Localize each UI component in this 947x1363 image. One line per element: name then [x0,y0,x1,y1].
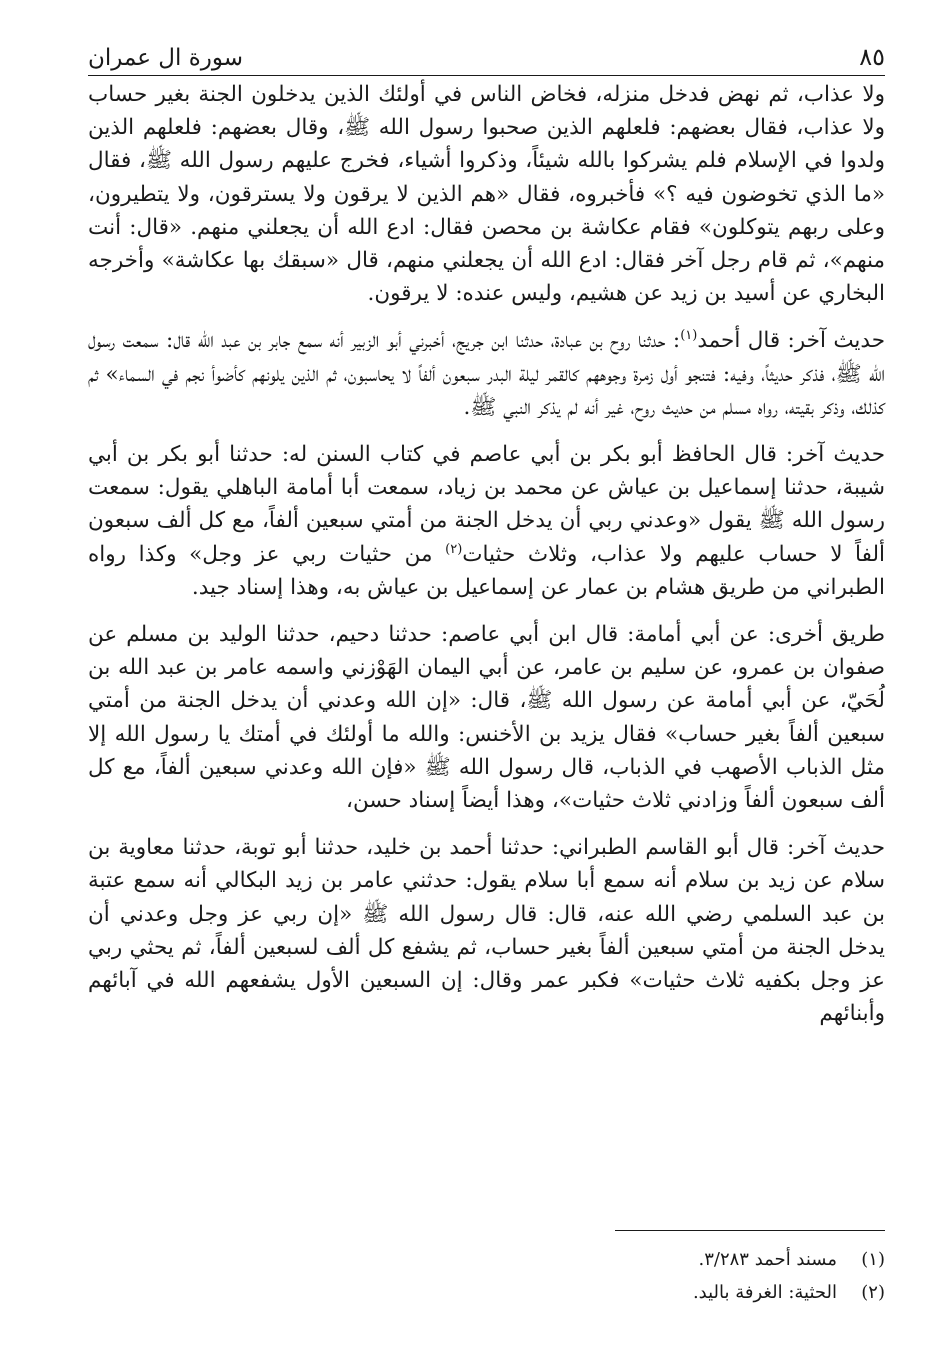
footnote-1-text: مسند أحمد ٣/٢٨٣. [698,1249,837,1270]
surah-title: سورة ال عمران [88,45,244,71]
footnote-1 [693,1243,885,1276]
paragraph-5: حديث آخر: قال أبو القاسم الطبراني: حدثنا أحمد بن خليد، حدثنا أبو توبة، حدثنا معاوية بن سلام عن زيد بن سلام أنه سمع أبا سلام يقول: حدثني عامر بن زيد البكالي أنه سمع عتبة بن عبد السلمي رضي الله عنه، قال: قال رسول الله ﷺ «إن ربي عز وجل وعدني أن يدخل الجنة من أمتي سبعين ألفاً بغير حساب، ثم يشفع كل ألف لسبعين ألفاً، ثم يحثي ربي عز وجل بكفيه ثلاث حثيات» فكبر عمر وقال: إن السبعين الأول يشفعهم الله في آبائهم وأبنائهم [88,835,885,1027]
paragraph-1: ولا عذاب، ثم نهض فدخل منزله، فخاض الناس في أولئك الذين يدخلون الجنة بغير حساب ولا عذاب، فقال بعضهم: فلعلهم الذين صحبوا رسول الله ﷺ، وقال بعضهم: فلعلهم الذين ولدوا في الإسلام فلم يشركوا بالله شيئاً، وذكروا أشياء، فخرج عليهم رسول الله ﷺ، فقال «ما الذي تخوضون فيه ؟» فأخبروه، فقال «هم الذين لا يرقون ولا يسترقون، ولا يتطيرون، وعلى ربهم يتوكلون» فقام عكاشة بن محصن فقال: ادع الله أن يجعلني منهم. «قال: أنت منهم»، ثم قام رجل آخر فقال: ادع الله أن يجعلني منهم، قال «سبقك بها عكاشة» وأخرجه البخاري عن أسيد بن زيد عن هشيم، وليس عنده: لا يرقون. [88,82,885,307]
footnote-2-mark: (٢) [861,1282,885,1303]
footnote-2 [693,1276,885,1309]
footnote-1-mark: (١) [861,1249,885,1270]
footnotes [693,1243,885,1309]
paragraph-3-lead: حديث آخر: قال الحافظ أبو بكر بن أبي عاصم في كتاب السنن له: حدثنا أبو بكر بن أبي شيبة، حدثنا إسماعيل بن عياش عن محمد بن زياد، سمعت أبا أمامة الباهلي يقول: سمعت رسول الله ﷺ يقول «وعدني ربي أن يدخل الجنة من أمتي سبعين ألفاً، مع كل ألف سبعون ألفاً لا حساب عليهم ولا عذاب، وثلاث حثيات [88,442,886,567]
footnote-divider [615,1230,885,1231]
paragraph-3-rest: من حثيات ربي عز وجل» وكذا رواه الطبراني من طريق هشام بن عمار عن إسماعيل بن عياش به، وهذا إسناد جيد. [88,541,885,600]
page-header [88,38,885,76]
paragraph-4: طريق أخرى: عن أبي أمامة: قال ابن أبي عاصم: حدثنا دحيم، حدثنا الوليد بن مسلم عن صفوان بن عمرو، عن سليم بن عامر، عن أبي اليمان الهَوْزني واسمه عامر بن عبد الله بن لُحَيّ، عن أبي أمامة عن رسول الله ﷺ، قال: «إن الله وعدني أن يدخل الجنة من أمتي سبعين ألفاً بغير حساب» فقال يزيد بن الأخنس: والله ما أولئك في أمتك يا رسول الله إلا مثل الذباب الأصهب في الذباب، قال رسول الله ﷺ «فإن الله وعدني سبعين ألفاً، مع كل ألف سبعون ألفاً وزادني ثلاث حثيات»، وهذا أيضاً إسناد حسن، [88,622,885,814]
paragraph-2-lead: حديث آخر: قال أحمد [697,328,885,354]
paragraph-2 [88,324,885,424]
footnote-ref-1: (١) [680,328,698,344]
paragraph-3 [88,438,885,604]
page-number: ٨٥ [859,43,885,71]
footnote-ref-2: (٢) [445,541,463,557]
main-text [88,78,885,1030]
paragraph-2-rest: : حدثنا روح بن عبادة، حدثنا ابن جريج، أخبرني أبو الزبير أنه سمع جابر بن عبد الله قال: سمعت رسول الله ﷺ، فذكر حديثاً، وفيه: فتنجو أول زمرة وجوههم كالقمر ليلة البدر سبعون ألفاً لا يحاسبون، ثم الذين يلونهم كأضوأ نجم في السماء» ثم كذلك، وذكر بقيته، رواه مسلم من حديث روح، غير أنه لم يذكر النبي ﷺ. [88,328,885,420]
footnote-2-text: الحثية: الغرفة باليد. [692,1282,837,1303]
